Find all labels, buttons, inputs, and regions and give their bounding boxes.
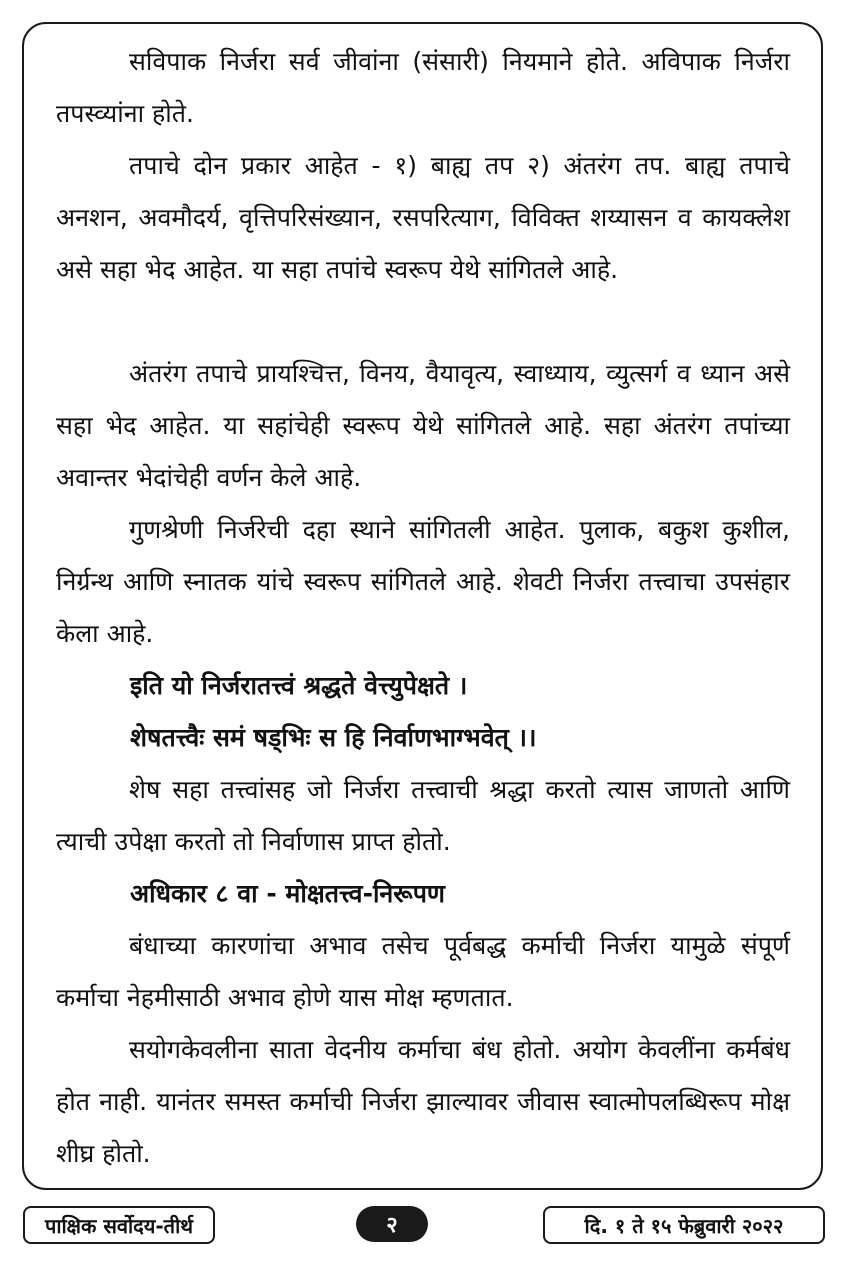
paragraph-sayoga-kevali: सयोगकेवलीना साता वेदनीय कर्माचा बंध होतो. अयोग केवलींना कर्मबंध होत नाही. यानंतर समस्त कर्माची निर्जरा झाल्यावर जीवास स्वात्मोपलब्धिरूप मोक्ष शीघ्र होतो. bbox=[56, 1035, 790, 1168]
paragraph-antarang-tap: अंतरंग तपाचे प्रायश्चित्त, विनय, वैयावृत्य, स्वाध्याय, व्युत्सर्ग व ध्यान असे सहा भेद आहेत. या सहांचेही स्वरूप येथे सांगितले आहे. सहा अंतरंग तपांच्या अवान्तर भेदांचेही वर्णन केले आहे. bbox=[56, 359, 790, 492]
verse-line-1: इति यो निर्जरातत्त्वं श्रद्धते वेत्त्युपेक्षते । bbox=[130, 671, 468, 700]
issue-date: दि. १ ते १५ फेब्रुवारी २०२२ bbox=[543, 1206, 825, 1244]
chapter-heading: अधिकार ८ वा - मोक्षतत्त्व-निरूपण bbox=[130, 879, 445, 908]
paragraph-tap-types: तपाचे दोन प्रकार आहेत - १) बाह्य तप २) अंतरंग तप. बाह्य तपाचे अनशन, अवमौदर्य, वृत्तिपरिसंख्यान, रसपरित्याग, विविक्त शय्यासन व कायक्लेश असे सहा भेद आहेत. या सहा तपांचे स्वरूप येथे सांगितले आहे. bbox=[56, 151, 790, 284]
verse-line-2: शेषतत्त्वैः समं षड्भिः स हि निर्वाणभाग्भवेत् ।। bbox=[130, 723, 537, 752]
page-number: २ bbox=[356, 1206, 428, 1242]
paragraph-savipak: सविपाक निर्जरा सर्व जीवांना (संसारी) नियमाने होते. अविपाक निर्जरा तपस्व्यांना होते. bbox=[56, 47, 790, 128]
paragraph-moksha-definition: बंधाच्या कारणांचा अभाव तसेच पूर्वबद्ध कर्माची निर्जरा यामुळे संपूर्ण कर्माचा नेहमीसाठी अभाव होणे यास मोक्ष म्हणतात. bbox=[56, 931, 790, 1012]
paragraph-verse-meaning: शेष सहा तत्त्वांसह जो निर्जरा तत्त्वाची श्रद्धा करतो त्यास जाणतो आणि त्याची उपेक्षा करतो तो निर्वाणास प्राप्त होतो. bbox=[56, 775, 790, 856]
publication-name: पाक्षिक सर्वोदय-तीर्थ bbox=[23, 1206, 215, 1244]
paragraph-gunashreni: गुणश्रेणी निर्जरेची दहा स्थाने सांगितली आहेत. पुलाक, बकुश कुशील, निर्ग्रन्थ आणि स्नातक यांचे स्वरूप सांगितले आहे. शेवटी निर्जरा तत्त्वाचा उपसंहार केला आहे. bbox=[56, 515, 790, 648]
